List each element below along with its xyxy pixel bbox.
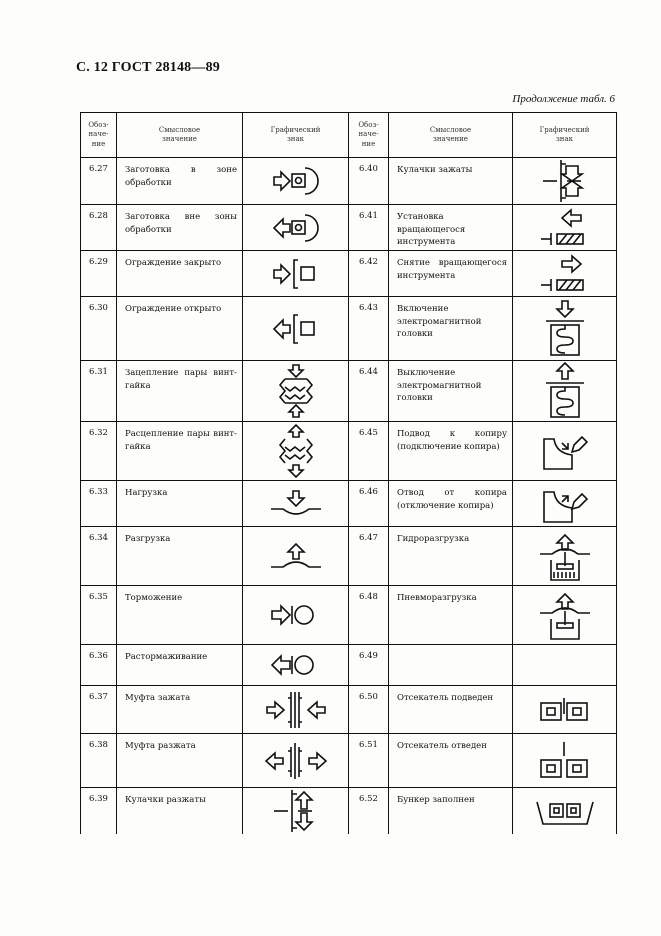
table-row [81,481,617,527]
graphic-sign [243,158,349,205]
graphic-sign [513,158,617,205]
symbol-meaning: Подвод к копиру (подключение копира) [389,422,513,481]
symbol-meaning: Ограждение открыто [117,297,243,361]
symbol-meaning: Отсекатель подведен [389,686,513,734]
graphic-sign [243,422,349,481]
symbol-meaning: Заготовка вне зоны обработки [117,205,243,251]
symbol-meaning: Гидроразгрузка [389,527,513,586]
symbol-code: 6.46 [349,481,389,527]
col-header-meaning: Смысловое значение [117,113,243,158]
symbol-code: 6.49 [349,645,389,686]
rotating-tool-install-icon [513,208,616,248]
workpiece-out-zone-icon [243,211,348,245]
symbols-table [80,112,617,834]
table-row [81,158,617,205]
table-row [81,251,617,297]
symbol-code: 6.35 [81,586,117,645]
symbol-code: 6.47 [349,527,389,586]
symbol-meaning: Кулачки зажаты [389,158,513,205]
graphic-sign [243,205,349,251]
graphic-sign [243,527,349,586]
guard-closed-icon [243,257,348,291]
graphic-sign [513,586,617,645]
symbol-meaning: Ограждение закрыто [117,251,243,297]
symbol-meaning: Торможение [117,586,243,645]
symbol-code: 6.36 [81,645,117,686]
symbol-code: 6.31 [81,361,117,422]
symbol-meaning: Пневморазгрузка [389,586,513,645]
clutch-released-icon [243,741,348,781]
symbol-code: 6.30 [81,297,117,361]
graphic-sign [243,788,349,835]
symbol-code: 6.39 [81,788,117,835]
table-row [81,734,617,788]
copier-retract-icon [513,482,616,526]
graphic-sign [513,527,617,586]
col-header-code: Обоз- наче- ние [81,113,117,158]
col-header-code: Обоз- наче- ние [349,113,389,158]
symbol-code: 6.51 [349,734,389,788]
graphic-sign [243,586,349,645]
col-header-meaning: Смысловое значение [389,113,513,158]
symbol-meaning: Заготовка в зоне обработки [117,158,243,205]
graphic-sign [243,645,349,686]
symbol-meaning: Отсекатель отведен [389,734,513,788]
graphic-sign [513,734,617,788]
screw-nut-disengaged-icon [243,423,348,479]
symbol-meaning: Включение электромагнитной головки [389,297,513,361]
symbol-code: 6.33 [81,481,117,527]
graphic-sign [243,481,349,527]
cutoff-retracted-icon [513,740,616,782]
table-row [81,422,617,481]
graphic-sign [513,686,617,734]
table-row [81,205,617,251]
graphic-sign [513,361,617,422]
symbol-meaning: Растормаживание [117,645,243,686]
magnetic-head-on-icon [513,299,616,359]
symbol-code: 6.44 [349,361,389,422]
workpiece-in-zone-icon [243,164,348,198]
graphic-sign [513,251,617,297]
symbol-meaning: Выключение электромагнитной головки [389,361,513,422]
symbol-code: 6.32 [81,422,117,481]
table-row [81,297,617,361]
table-row [81,686,617,734]
graphic-sign [243,686,349,734]
hydro-unload-icon [513,530,616,582]
graphic-sign [243,297,349,361]
table-row [81,586,617,645]
symbol-code: 6.28 [81,205,117,251]
page-title: С. 12 ГОСТ 28148—89 [76,60,220,75]
rotating-tool-remove-icon [513,254,616,294]
symbol-meaning: Бункер заполнен [389,788,513,835]
screw-nut-engaged-icon [243,363,348,419]
symbol-meaning: Муфта зажата [117,686,243,734]
brake-release-icon [243,648,348,682]
symbol-code: 6.40 [349,158,389,205]
table-row [81,361,617,422]
graphic-sign [513,788,617,835]
symbol-meaning: Нагрузка [117,481,243,527]
graphic-sign [513,297,617,361]
symbol-code: 6.42 [349,251,389,297]
cutoff-advanced-icon [513,693,616,727]
clutch-engaged-icon [243,690,348,730]
hopper-full-icon [513,794,616,828]
symbol-code: 6.45 [349,422,389,481]
symbol-meaning: Зацепление пары винт-гайка [117,361,243,422]
table-row [81,788,617,835]
symbol-code: 6.48 [349,586,389,645]
symbol-meaning: Муфта разжата [117,734,243,788]
col-header-sign: Графический знак [243,113,349,158]
jaws-clamped-icon [513,158,616,204]
symbol-code: 6.50 [349,686,389,734]
graphic-sign [243,734,349,788]
symbol-meaning [389,645,513,686]
pneumo-unload-icon [513,589,616,641]
symbol-code: 6.38 [81,734,117,788]
symbol-code: 6.43 [349,297,389,361]
symbol-meaning: Разгрузка [117,527,243,586]
symbol-code: 6.41 [349,205,389,251]
symbol-code: 6.34 [81,527,117,586]
braking-icon [243,598,348,632]
symbol-code: 6.29 [81,251,117,297]
col-header-sign: Графический знак [513,113,617,158]
symbol-code: 6.37 [81,686,117,734]
guard-open-icon [243,312,348,346]
symbol-meaning: Отвод от копира (отключение копира) [389,481,513,527]
symbol-meaning: Установка вращающегося инструмента [389,205,513,251]
graphic-sign [243,251,349,297]
table-row [81,527,617,586]
unload-icon [243,539,348,573]
symbol-meaning: Снятие вращающегося инструмента [389,251,513,297]
symbol-meaning: Кулачки разжаты [117,788,243,835]
copier-approach-icon [513,429,616,473]
graphic-sign [513,422,617,481]
load-icon [243,487,348,521]
graphic-sign [513,481,617,527]
symbol-code: 6.27 [81,158,117,205]
graphic-sign [513,645,617,686]
magnetic-head-off-icon [513,361,616,421]
table-row [81,645,617,686]
continuation-label: Продолжение табл. 6 [512,93,615,105]
jaws-unclamped-icon [243,788,348,834]
graphic-sign [513,205,617,251]
symbol-meaning: Расцепление пары винт-гайка [117,422,243,481]
table-header-row [81,113,617,158]
graphic-sign [243,361,349,422]
symbol-code: 6.52 [349,788,389,835]
